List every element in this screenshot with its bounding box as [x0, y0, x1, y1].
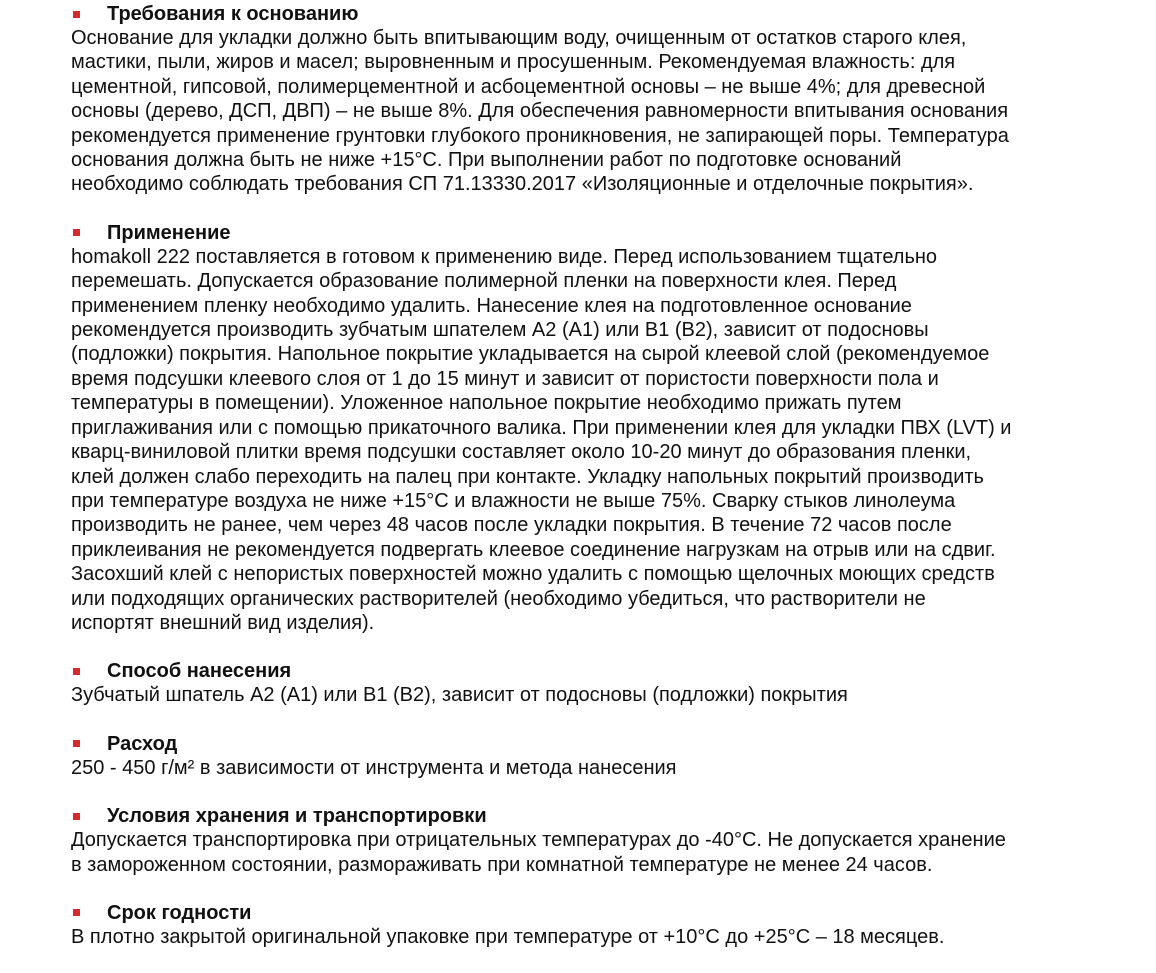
- text-line: основания должна быть не ниже +15°С. При выполнении работ по подготовке оснований: [71, 149, 902, 172]
- text-line: основы (дерево, ДСП, ДВП) – не выше 8%. Для обеспечения равномерности впитывания основания: [71, 100, 1009, 123]
- section-text: [71, 756, 1151, 780]
- section-heading: [0, 804, 1151, 828]
- text-line: время подсушки клеевого слоя от 1 до 15 минут и зависит от пористости поверхности пола и: [71, 367, 939, 390]
- section-heading: [0, 901, 1151, 925]
- section-title: Способ нанесения: [107, 660, 292, 683]
- section-title: Расход: [107, 732, 178, 755]
- text-line: Засохший клей с непористых поверхностей можно удалить с помощью щелочных моющих средств: [71, 563, 995, 586]
- document-section: [71, 732, 1151, 780]
- section-text: [71, 828, 1151, 877]
- document-section: [71, 2, 1151, 197]
- text-line: в замороженном состоянии, размораживать при комнатной температуре не менее 24 часов.: [71, 853, 933, 876]
- section-text: [71, 26, 1151, 197]
- square-bullet-icon: [73, 229, 80, 236]
- text-line: цементной, гипсовой, полимерцементной и асбоцементной основы – не выше 4%; для древесной: [71, 75, 986, 98]
- text-line: приглаживания или с помощью прикаточного валика. При применении клея для укладки ПВХ (LVT) и: [71, 416, 1012, 439]
- text-line: клей должен слабо переходить на палец при контакте. Укладку напольных покрытий производить: [71, 465, 984, 488]
- section-heading: [0, 659, 1151, 683]
- text-line: необходимо соблюдать требования СП 71.13330.2017 «Изоляционные и отделочные покрытия».: [71, 173, 974, 196]
- section-text: [71, 925, 1151, 949]
- square-bullet-icon: [73, 909, 80, 916]
- section-text: [71, 683, 1151, 707]
- section-title: Применение: [107, 221, 231, 244]
- section-heading: [0, 732, 1151, 756]
- square-bullet-icon: [73, 11, 80, 18]
- text-line: или подходящих органических растворителей (необходимо убедиться, что растворители не: [71, 587, 926, 610]
- section-text: [71, 245, 1151, 636]
- text-line: В плотно закрытой оригинальной упаковке при температуре от +10°С до +25°С – 18 месяцев.: [71, 925, 945, 948]
- text-line: homakoll 222 поставляется в готовом к применению виде. Перед использованием тщательно: [71, 245, 938, 268]
- text-line: кварц-виниловой плитки время подсушки составляет около 10-20 минут до образования пленки,: [71, 441, 972, 464]
- document-section: [71, 221, 1151, 636]
- text-line: применением пленку необходимо удалить. Нанесение клея на подготовленное основание: [71, 294, 912, 317]
- section-title: Условия хранения и транспортировки: [107, 805, 487, 828]
- text-line: (подложки) покрытия. Напольное покрытие укладывается на сырой клеевой слой (рекомендуемое: [71, 343, 990, 366]
- text-line: мастики, пыли, жиров и масел; выровненным и просушенным. Рекомендуемая влажность: для: [71, 51, 956, 74]
- text-line: испортят внешний вид изделия).: [71, 611, 375, 634]
- text-line: приклеивания не рекомендуется подвергать клеевое соединение нагрузкам на отрыв или на сдвиг.: [71, 538, 996, 561]
- document-section: [71, 659, 1151, 707]
- text-line: перемешать. Допускается образование полимерной пленки на поверхности клея. Перед: [71, 270, 897, 293]
- section-title: Срок годности: [107, 901, 252, 924]
- document-section: [71, 804, 1151, 877]
- square-bullet-icon: [73, 813, 80, 820]
- text-line: Зубчатый шпатель А2 (А1) или В1 (В2), зависит от подосновы (подложки) покрытия: [71, 684, 848, 707]
- document-body: [71, 2, 1151, 973]
- text-line: рекомендуется производить зубчатым шпателем А2 (А1) или В1 (В2), зависит от подосновы: [71, 319, 929, 342]
- text-line: Основание для укладки должно быть впитывающим воду, очищенным от остатков старого клея,: [71, 27, 967, 49]
- text-line: производить не ранее, чем через 48 часов после укладки покрытия. В течение 72 часов после: [71, 514, 952, 537]
- text-line: температуры в помещении). Уложенное напольное покрытие необходимо прижать путем: [71, 392, 902, 415]
- text-line: 250 - 450 г/м² в зависимости от инструмента и метода нанесения: [71, 756, 677, 779]
- square-bullet-icon: [73, 668, 80, 675]
- text-line: рекомендуется применение грунтовки глубокого проникновения, не запирающей поры. Температура: [71, 124, 1009, 147]
- document-section: [71, 901, 1151, 949]
- section-heading: [0, 221, 1151, 245]
- section-title: Требования к основанию: [107, 3, 359, 25]
- section-heading: [0, 2, 1151, 26]
- square-bullet-icon: [73, 740, 80, 747]
- text-line: при температуре воздуха не ниже +15°С и влажности не выше 75%. Сварку стыков линолеума: [71, 489, 956, 512]
- text-line: Допускается транспортировка при отрицательных температурах до -40°С. Не допускается хранение: [71, 829, 1006, 852]
